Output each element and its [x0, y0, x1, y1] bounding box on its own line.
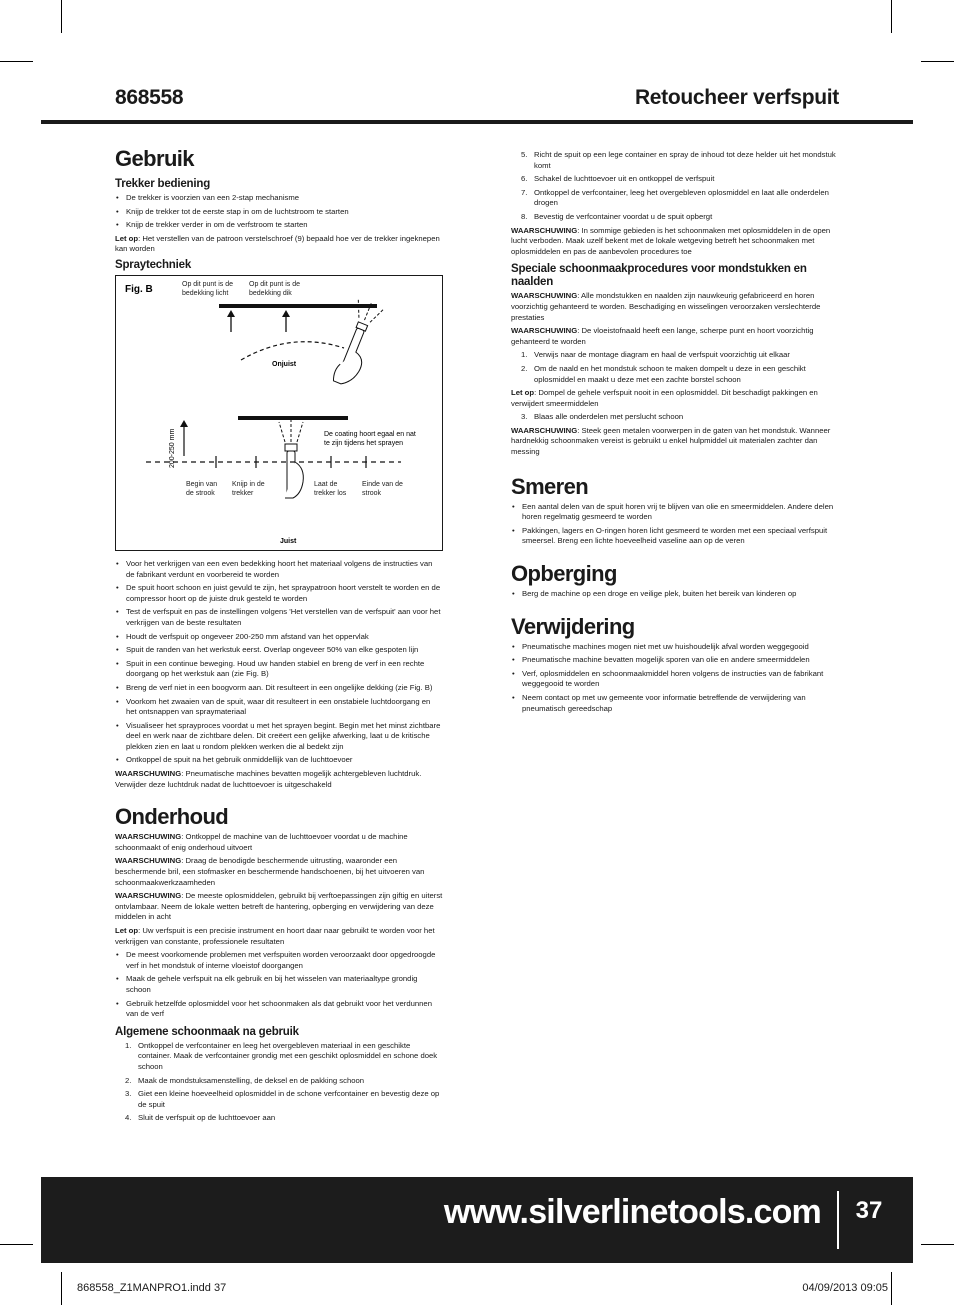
section-title-gebruik: Gebruik	[115, 146, 194, 171]
warning-text: : Alle mondstukken en naalden zijn nauwkeurig gefabriceerd en horen voorzichtig gehanteerd te worden. Beschadiging en wisselingen veroorzaken verslechterde prestaties	[511, 291, 821, 322]
step-text: Sluit de verfspuit op de luchttoevoer aan	[138, 1113, 276, 1123]
note-text: : Het verstellen van de patroon verstelschroef (9) bepaald hoe ver de trekker ingeknepen kan worden	[115, 233, 440, 254]
list-item: • Maak de gehele verfspuit na elk gebruik en bij het wisselen van materiaaltype grondig schoon	[115, 974, 443, 995]
step-text: Maak de mondstuksamenstelling, de deksel en de pakking schoon	[138, 1075, 365, 1085]
right-column	[511, 150, 839, 717]
list-item	[115, 1113, 443, 1124]
step-number: 6.	[521, 174, 528, 184]
crop-mark	[0, 1244, 33, 1245]
step-number: 3.	[125, 1089, 132, 1099]
warning-text: : In sommige gebieden is het schoonmaken met oplosmiddelen in de open lucht verboden. Maak uzelf bekent met de lokale wetgeving betreft het schoonmaken met oplosmiddelen en pas de aanbevolen procedures toe	[511, 225, 831, 256]
step-number: 1.	[125, 1040, 132, 1050]
cleaning-steps-continued	[511, 150, 839, 223]
arc-path	[241, 342, 344, 360]
note-paragraph	[115, 926, 443, 947]
list-item	[115, 1041, 443, 1073]
warning-text: : Pneumatische machines bevatten mogelijk achtergebleven luchtdruk. Verwijder deze luchtdruk nadat de luchttoevoer is uitgeschakeld	[115, 769, 422, 789]
list-item	[511, 150, 839, 171]
note-text: : Uw verfspuit is een precisie instrument en hoort daar naar gebruikt te worden voor het verkrijgen van constante, professionele resultaten	[115, 926, 435, 946]
note-text: : Dompel de gehele verfspuit nooit in een oplosmiddel. Dit beschadigt pakkingen en verwijdert smeermiddelen	[511, 388, 818, 408]
warning-label: WAARSCHUWING	[511, 425, 578, 435]
warning-paragraph	[511, 426, 839, 458]
page-number: 37	[855, 1197, 883, 1224]
step-text: Verwijs naar de montage diagram en haal de verfspuit voorzichtig uit elkaar	[534, 350, 790, 360]
step-number: 7.	[521, 187, 528, 197]
list-item: • Voor het verkrijgen van een even bedekking hoort het materiaal volgens de instructies van de fabrikant verdunt en voorbereid te worden	[115, 559, 443, 580]
step-text: Ontkoppel de verfcontainer, leeg het overgebleven oplosmiddel en laat alle onderdelen drogen	[534, 187, 829, 208]
list-item	[511, 412, 839, 423]
step-text: Schakel de luchttoevoer uit en ontkoppel de verfspuit	[534, 174, 715, 184]
page-title: Retoucheer verfspuit	[634, 86, 839, 109]
step-text: Richt de spuit op een lege container en spray de inhoud tot deze helder uit het mondstuk komt	[534, 150, 836, 170]
list-item: • Een aantal delen van de spuit horen vrij te blijven van olie en smeermiddelen. Andere delen horen regelmatig gesmeerd te worden	[511, 502, 839, 523]
list-item	[511, 174, 839, 185]
figure-b	[115, 275, 443, 551]
cleaning-steps	[115, 1041, 443, 1124]
warning-paragraph	[511, 226, 839, 258]
list-item: • Pneumatische machine bevatten mogelijk sporen van olie en andere smeermiddelen	[511, 655, 839, 666]
step-number: 4.	[125, 1113, 132, 1123]
crop-mark	[0, 61, 33, 62]
warning-label: WAARSCHUWING	[511, 326, 578, 336]
label-thick-coverage: Op dit punt is de bedekking dik	[249, 280, 300, 297]
list-item	[511, 188, 839, 209]
smeren-list	[511, 502, 839, 547]
list-item	[511, 350, 839, 361]
warning-label: WAARSCHUWING	[511, 225, 578, 235]
step-text: Om de naald en het mondstuk schoon te maken dompelt u deze in een geschikt oplosmiddel en maakt u deze met een zachte borstel schoon	[534, 363, 806, 384]
list-item	[511, 364, 839, 385]
warning-paragraph	[115, 856, 443, 888]
opberging-list	[511, 589, 839, 600]
list-item: • Gebruik hetzelfde oplosmiddel voor het schoonmaken als dat gebruikt voor het verdunnen van de verf	[115, 999, 443, 1020]
list-item: • De trekker is voorzien van een 2-stap mechanisme	[115, 193, 443, 204]
list-item	[115, 1076, 443, 1087]
crop-mark	[61, 1272, 62, 1305]
list-item: • Neem contact op met uw gemeente voor informatie betreffende de verwijdering van pneumatisch gereedschap	[511, 693, 839, 714]
step-number: 3.	[521, 412, 528, 422]
list-item: • Visualiseer het sprayproces voordat u met het sprayen begint. Begin met het minst zichtbare deel en werk naar de zichtbare delen. Dit creëert een gelijke afwerking, laat u de kritische plekken zien en laat u rondom plekken werken die al bedekt zijn	[115, 721, 443, 753]
note-label: Let op	[115, 926, 139, 935]
label-coating-note: De coating hoort egaal en nat te zijn tijdens het sprayen	[324, 430, 416, 447]
list-item: • Voorkom het zwaaien van de spuit, waar dit resulteert in een onstabiele luchtdoorgang en het ontsnappen van spraymateriaal	[115, 697, 443, 718]
step-number: 5.	[521, 150, 528, 159]
list-item: • Verf, oplosmiddelen en schoonmaakmiddel horen volgens de instructies van de fabrikant weggegooid te worden	[511, 669, 839, 690]
list-item: • De meest voorkomende problemen met verfspuiten worden veroorzaakt door opgedroogde verf in het mondstuk of interne vloeistof doorgangen	[115, 950, 443, 971]
onderhoud-list	[115, 950, 443, 1020]
list-item	[511, 212, 839, 223]
list-item: • Berg de machine op een droge en veilige plek, buiten het bereik van kinderen op	[511, 589, 839, 600]
arrow-head	[282, 310, 290, 317]
list-item: • Pneumatische machines mogen niet met uw huishoudelijk afval worden weggegooid	[511, 642, 839, 653]
special-steps-2	[511, 412, 839, 423]
warning-paragraph	[511, 326, 839, 347]
label-step-1: Begin van de strook	[186, 480, 218, 497]
crop-mark	[891, 1272, 892, 1305]
step-number: 1.	[521, 350, 528, 360]
label-correct: Juist	[280, 537, 297, 545]
list-item: • Breng de verf niet in een boogvorm aan. Dit resulteert in een ongelijke dekking (zie Fig. B)	[115, 683, 443, 694]
section-title-smeren: Smeren	[511, 473, 589, 499]
step-text: Ontkoppel de verfcontainer en leeg het overgebleven materiaal in een geschikte container. Maak de verfcontainer grondig met een geschikt oplosmiddel en schone doek schoon	[138, 1040, 438, 1071]
crop-mark	[891, 0, 892, 33]
step-number: 2.	[521, 363, 528, 373]
warning-paragraph	[115, 891, 443, 923]
spray-diagram	[116, 276, 444, 552]
section-title-onderhoud: Onderhoud	[115, 804, 229, 830]
trekker-list	[115, 193, 443, 231]
spray-list	[115, 559, 443, 766]
note-label: Let op	[115, 233, 139, 243]
model-number: 868558	[115, 86, 184, 109]
warning-text: : De meeste oplosmiddelen, gebruikt bij verftoepassingen zijn giftig en uiterst ontvlambaar. Neem de lokale wetten betreft de hantering, opberging en verwijdering van deze middelen in acht	[115, 891, 443, 922]
label-step-4: Einde van de strook	[362, 480, 403, 497]
header-rule	[41, 120, 913, 124]
note-paragraph	[511, 388, 839, 409]
warning-paragraph	[511, 291, 839, 323]
list-item: • Ontkoppel de spuit na het gebruik onmiddellijk van de luchttoevoer	[115, 755, 443, 766]
label-step-2: Knijp in de trekker	[232, 480, 265, 497]
spray-gun-correct	[279, 420, 303, 498]
step-text: Bevestig de verfcontainer voordat u de spuit opbergt	[534, 211, 713, 221]
warning-label: WAARSCHUWING	[511, 291, 578, 301]
file-slug: 868558_Z1MANPRO1.indd 37	[77, 1282, 227, 1294]
subheading-spraytechniek: Spraytechniek	[115, 258, 192, 271]
section-title-verwijdering: Verwijdering	[511, 613, 635, 639]
warning-label: WAARSCHUWING	[115, 832, 182, 842]
arrow-head	[227, 310, 235, 317]
list-item: • Knijp de trekker tot de eerste stap in om de luchtstroom te starten	[115, 207, 443, 218]
step-number: 8.	[521, 211, 528, 221]
warning-paragraph	[115, 769, 443, 790]
warning-label: WAARSCHUWING	[115, 769, 182, 779]
list-item: • Spuit de randen van het werkstuk eerst. Overlap ongeveer 50% van elke gespoten lijn	[115, 645, 443, 656]
crop-mark	[61, 0, 62, 33]
date-slug: 04/09/2013 09:05	[802, 1282, 888, 1294]
spray-gun-incorrect	[326, 296, 385, 388]
distance-label: 200-250 mm	[169, 428, 176, 468]
left-column	[115, 146, 443, 1127]
warning-text: : Ontkoppel de machine van de luchttoevoer voordat u de machine schoonmaakt of enig onderhoud uitvoert	[115, 832, 408, 852]
dimension-arrow	[180, 420, 188, 427]
subheading-algemene-schoonmaak: Algemene schoonmaak na gebruik	[115, 1025, 299, 1038]
label-step-3: Laat de trekker los	[314, 480, 347, 497]
step-number: 2.	[125, 1075, 132, 1085]
website-link[interactable]: www.silverlinetools.com	[443, 1193, 821, 1231]
list-item: • Houdt de verfspuit op ongeveer 200-250 mm afstand van het oppervlak	[115, 632, 443, 643]
section-title-opberging: Opberging	[511, 561, 617, 587]
footer-bar	[41, 1177, 913, 1263]
verwijdering-list	[511, 642, 839, 715]
list-item: • Knijp de trekker verder in om de verfstroom te starten	[115, 220, 443, 231]
special-steps	[511, 350, 839, 385]
warning-paragraph	[115, 832, 443, 853]
list-item: • Test de verfspuit en pas de instellingen volgens 'Het verstellen van de verfspuit' aan voor het verkrijgen van de beste resultaten	[115, 607, 443, 628]
note-paragraph	[115, 234, 443, 255]
warning-label: WAARSCHUWING	[115, 856, 182, 866]
list-item: • Pakkingen, lagers en O-ringen horen licht gesmeerd te worden met een speciaal verfspuit smeersel. Breng een lichte hoeveelheid vaseline aan op de veren	[511, 526, 839, 547]
surface-bottom	[238, 416, 348, 420]
warning-text: : Steek geen metalen voorwerpen in de gaten van het mondstuk. Wanneer hardnekkig schoonmaken vereist is gebruikt u enkel hulpmiddel uit materialen zachter dan messing	[511, 425, 831, 457]
note-label: Let op	[511, 388, 535, 398]
subheading-speciale-schoonmaak: Speciale schoonmaakprocedures voor mondstukken en naalden	[511, 263, 807, 289]
step-text: Giet een kleine hoeveelheid oplosmiddel in de schone verfcontainer en bevestig deze op de spuit	[138, 1089, 440, 1109]
step-text: Blaas alle onderdelen met perslucht schoon	[534, 412, 684, 422]
list-item	[115, 1089, 443, 1110]
warning-text: : De vloeistofnaald heeft een lange, scherpe punt en hoort voorzichtig gehanteerd te worden	[511, 326, 814, 346]
warning-text: : Draag de benodigde beschermende uitrusting, waaronder een beschermende bril, een stofmasker en beschermende handschoenen, bij het uitvoeren van schoonmaakwerkzaamheden	[115, 856, 425, 887]
warning-label: WAARSCHUWING	[115, 891, 182, 901]
crop-mark	[921, 61, 954, 62]
subheading-trekker: Trekker bediening	[115, 178, 211, 190]
surface-top	[219, 304, 377, 308]
list-item: • Spuit in een continue beweging. Houd uw handen stabiel en breng de verf in een rechte doorgang op het werkstuk aan (zie Fig. B)	[115, 659, 443, 680]
label-incorrect: Onjuist	[272, 360, 297, 368]
crop-mark	[921, 1244, 954, 1245]
label-light-coverage: Op dit punt is de bedekking licht	[182, 280, 233, 297]
list-item: • De spuit hoort schoon en juist gevuld te zijn, het spraypatroon hoort verstelt te worden en de compressor hoort op de juiste druk gesteld te worden	[115, 583, 443, 604]
figure-label: Fig. B	[125, 283, 153, 295]
